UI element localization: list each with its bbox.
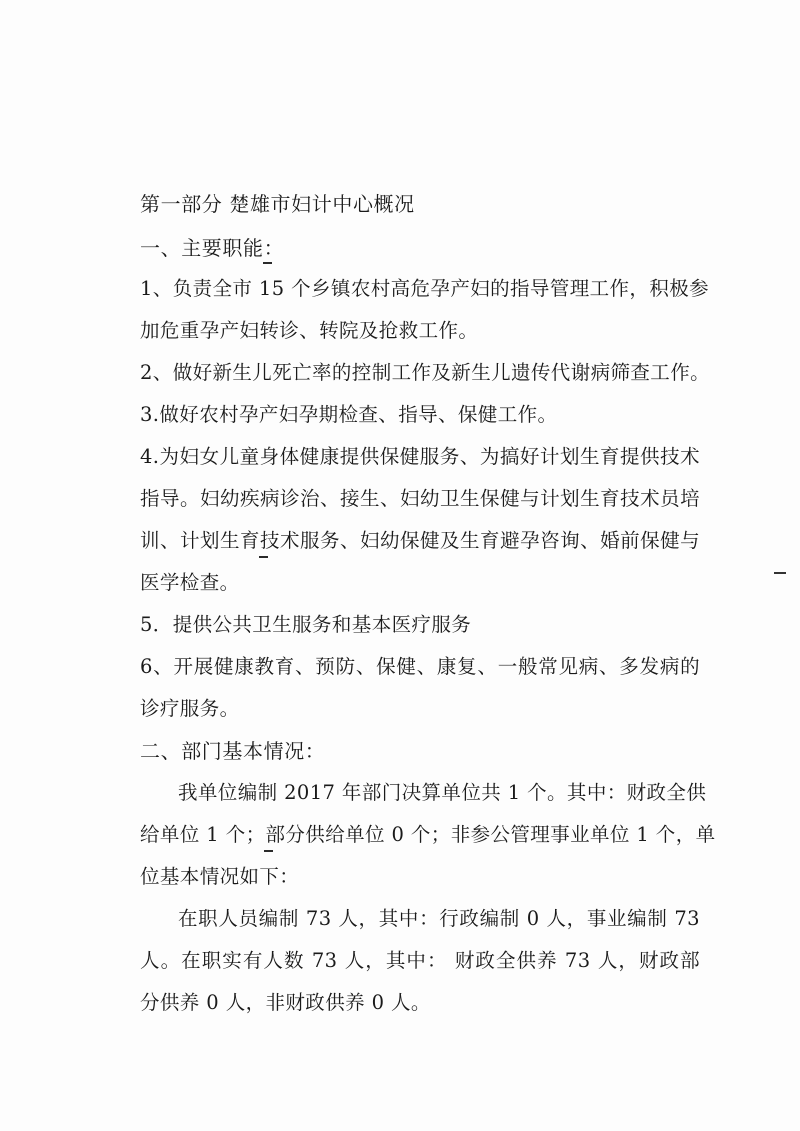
scan-mark bbox=[259, 556, 268, 558]
scan-mark bbox=[263, 262, 272, 264]
section-heading-basic-info: 二、部门基本情况： bbox=[140, 739, 326, 763]
text-line: 5．提供公共卫生服务和基本医疗服务 bbox=[140, 613, 472, 636]
text-line: 我单位编制 2017 年部门决算单位共 1 个。其中：财政全供 bbox=[178, 781, 707, 804]
text-line: 4.为妇女儿童身体健康提供保健服务、为搞好计划生育提供技术 bbox=[140, 445, 700, 468]
text-line: 给单位 1 个；部分供给单位 0 个；非参公管理事业单位 1 个，单 bbox=[140, 823, 716, 846]
text-line: 6、开展健康教育、预防、保健、康复、一般常见病、多发病的 bbox=[140, 655, 700, 678]
text-line: 人。在职实有人数 73 人，其中： 财政全供养 73 人，财政部 bbox=[140, 949, 700, 972]
scan-mark bbox=[774, 572, 786, 574]
text-line: 训、计划生育技术服务、妇幼保健及生育避孕咨询、婚前保健与 bbox=[140, 529, 700, 552]
section-heading-main-functions: 一、主要职能： bbox=[140, 236, 285, 260]
text-line: 1、负责全市 15 个乡镇农村高危孕产妇的指导管理工作，积极参 bbox=[140, 277, 710, 300]
text-line: 位基本情况如下： bbox=[140, 865, 300, 888]
scan-mark bbox=[264, 850, 273, 852]
text-line: 2、做好新生儿死亡率的控制工作及新生儿遗传代谢病筛查工作。 bbox=[140, 361, 711, 384]
text-line: 加危重孕产妇转诊、转院及抢救工作。 bbox=[140, 319, 479, 342]
text-line: 分供养 0 人，非财政供养 0 人。 bbox=[140, 991, 431, 1014]
text-line: 在职人员编制 73 人，其中：行政编制 0 人，事业编制 73 bbox=[178, 907, 700, 930]
text-line: 诊疗服务。 bbox=[140, 697, 240, 720]
text-line: 指导。妇幼疾病诊治、接生、妇幼卫生保健与计划生育技术员培 bbox=[140, 487, 700, 510]
part-title: 第一部分 楚雄市妇计中心概况 bbox=[140, 192, 415, 216]
text-line: 医学检查。 bbox=[140, 571, 240, 594]
text-line: 3.做好农村孕产妇孕期检查、指导、保健工作。 bbox=[140, 403, 558, 426]
